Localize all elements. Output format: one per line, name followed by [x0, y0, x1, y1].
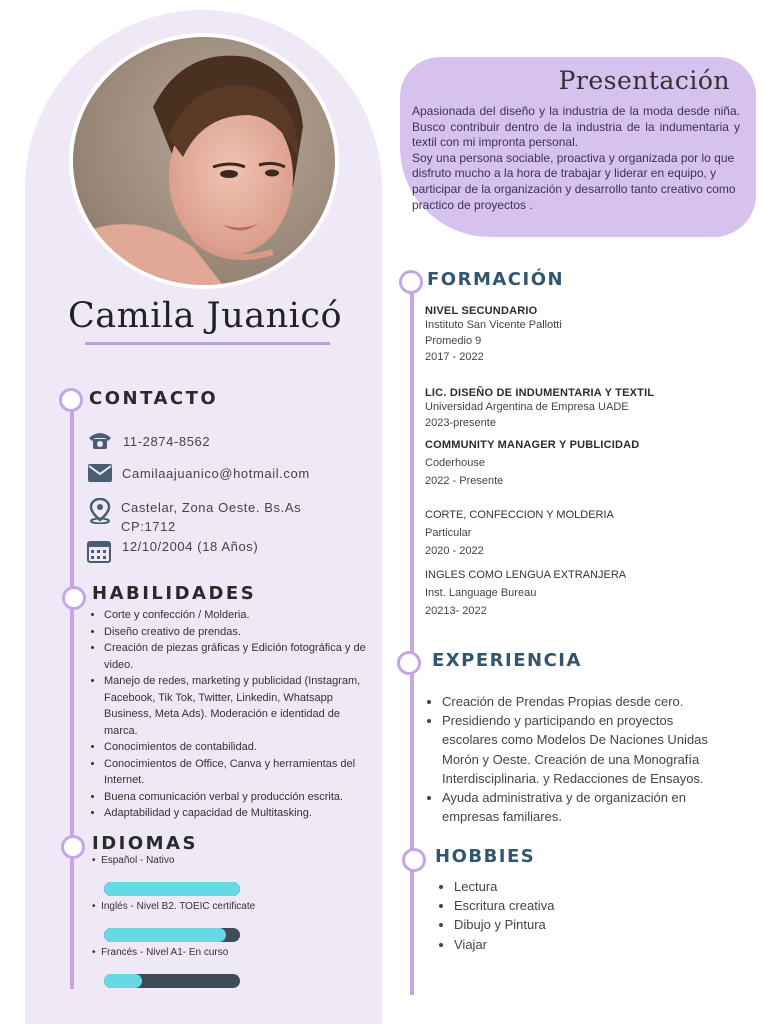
languages-heading: IDIOMAS — [92, 833, 198, 854]
list-item: • Buena comunicación verbal y producción escrita. — [104, 789, 366, 806]
education-entry — [425, 509, 755, 560]
list-item: • Corte y confección / Molderia. — [104, 607, 366, 624]
education-institution: Particular — [425, 527, 472, 539]
language-name: Inglés - Nivel B2. TOEIC certificate — [101, 901, 256, 912]
contact-birthdate: 12/10/2004 (18 Años) — [122, 539, 259, 554]
language-level-bar — [104, 974, 240, 988]
list-item: • Manejo de redes, marketing y publicidad (Instagram, Facebook, Tik Tok, Twitter, Linkedin, Whatsapp Business, Meta Ads). Moderación e identidad de marca. — [104, 673, 366, 739]
language-level-bar — [104, 928, 240, 942]
list-item: • Diseño creativo de prendas. — [104, 624, 366, 641]
name-underline — [85, 342, 330, 345]
left-timeline-line — [70, 399, 74, 989]
contact-email[interactable]: Camilaajuanico@hotmail.com — [122, 466, 310, 481]
contact-phone[interactable]: 11-2874-8562 — [123, 434, 211, 449]
language-level-fill — [104, 882, 240, 896]
skills-list-container — [90, 607, 366, 822]
language-item — [92, 947, 362, 993]
language-name: Español - Nativo — [101, 855, 175, 866]
education-title: LIC. DISEÑO DE INDUMENTARIA Y TEXTIL — [425, 387, 655, 399]
list-item: • Creación de piezas gráficas y Edición fotográfica y de video. — [104, 640, 366, 673]
education-entry — [425, 569, 755, 620]
list-item: • Creación de Prendas Propias desde cero. — [442, 692, 727, 711]
education-entry — [425, 387, 755, 431]
timeline-node — [402, 848, 426, 872]
education-institution: Universidad Argentina de Empresa UADE — [425, 401, 629, 413]
presentation-heading: Presentación — [558, 66, 730, 95]
languages-list — [92, 855, 362, 993]
hobbies-heading: HOBBIES — [435, 846, 536, 867]
list-item: • Escritura creativa — [454, 896, 639, 915]
experience-heading: EXPERIENCIA — [432, 650, 582, 671]
language-label: • Español - Nativo — [92, 855, 175, 866]
presentation-paragraph: Apasionada del diseño y la industria de la moda desde niña. Busco contribuir dentro de la industria de la indumentaria y textil con mi impronta personal. — [412, 104, 740, 150]
candidate-name: Camila Juanicó — [67, 296, 343, 336]
timeline-node — [397, 651, 421, 675]
education-heading: FORMACIÓN — [427, 269, 565, 290]
hobbies-list-container — [439, 877, 639, 954]
education-dates: 20213- 2022 — [425, 605, 487, 617]
timeline-node — [62, 586, 86, 610]
list-item: • Conocimientos de Office, Canva y herramientas del Internet. — [104, 756, 366, 789]
timeline-node — [61, 835, 85, 859]
skills-heading: HABILIDADES — [92, 583, 257, 604]
education-dates: 2017 - 2022 — [425, 351, 484, 363]
location-pin-icon — [88, 498, 112, 529]
right-timeline-line — [410, 281, 414, 995]
list-item: • Lectura — [454, 877, 639, 896]
language-label: • Francés - Nivel A1- En curso — [92, 947, 229, 958]
list-item: • Conocimientos de contabilidad. — [104, 739, 366, 756]
calendar-icon — [87, 539, 111, 568]
timeline-node — [59, 388, 83, 412]
language-item — [92, 901, 362, 947]
experience-list-container — [427, 692, 727, 826]
language-level-bar — [104, 882, 240, 896]
education-institution: Instituto San Vicente Pallotti — [425, 319, 562, 331]
phone-icon — [87, 430, 113, 455]
profile-photo — [73, 37, 335, 285]
timeline-node — [399, 270, 423, 294]
language-name: Francés - Nivel A1- En curso — [101, 947, 229, 958]
education-title: NIVEL SECUNDARIO — [425, 305, 538, 317]
presentation-text — [412, 104, 740, 213]
education-title: COMMUNITY MANAGER Y PUBLICIDAD — [425, 439, 640, 451]
language-level-fill — [104, 928, 226, 942]
education-institution: Coderhouse — [425, 457, 485, 469]
education-entry — [425, 305, 755, 365]
contact-address-line1: Castelar, Zona Oeste. Bs.As — [121, 500, 302, 515]
education-dates: 2023-presente — [425, 417, 496, 429]
education-detail: Promedio 9 — [425, 335, 482, 347]
education-institution: Inst. Language Bureau — [425, 587, 537, 599]
profile-photo-illustration — [73, 37, 335, 285]
contact-heading: CONTACTO — [89, 388, 219, 409]
skills-list — [90, 607, 366, 822]
presentation-paragraph: Soy una persona sociable, proactiva y organizada por lo que disfruto mucho a la hora de trabajar y liderar en equipo, y participar de la organización y desarrollo tanto creativo como practico de proyectos . — [412, 150, 736, 212]
list-item: • Viajar — [454, 935, 639, 954]
experience-list — [427, 692, 727, 826]
contact-address-line2: CP:1712 — [121, 519, 176, 534]
hobbies-list — [439, 877, 639, 954]
education-entry — [425, 439, 755, 490]
list-item: • Adaptabilidad y capacidad de Multitasking. — [104, 805, 366, 822]
list-item: • Dibujo y Pintura — [454, 915, 639, 934]
education-dates: 2022 - Presente — [425, 475, 504, 487]
list-item: • Presidiendo y participando en proyectos escolares como Modelos De Naciones Unidas Morón y Oeste. Creación de una Monografía Interdisciplinaria. y Redacciones de Ensayos. — [442, 711, 727, 788]
language-level-fill — [104, 974, 142, 988]
mail-icon — [88, 464, 112, 487]
language-label: • Inglés - Nivel B2. TOEIC certificate — [92, 901, 256, 912]
list-item: • Ayuda administrativa y de organización en empresas familiares. — [442, 788, 727, 826]
education-title: CORTE, CONFECCION Y MOLDERIA — [425, 509, 614, 521]
language-item — [92, 855, 362, 901]
education-dates: 2020 - 2022 — [425, 545, 484, 557]
education-title: INGLES COMO LENGUA EXTRANJERA — [425, 569, 627, 581]
